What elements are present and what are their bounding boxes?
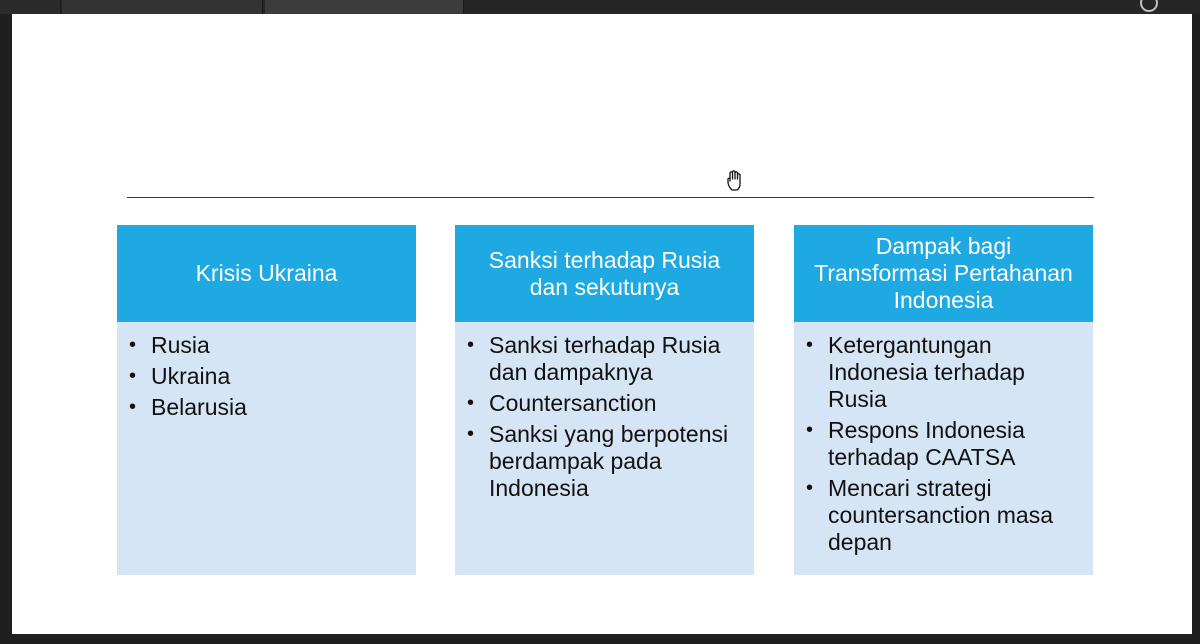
list-item: • Ukraina — [129, 363, 402, 390]
app-top-bar — [0, 0, 1200, 14]
column-body — [117, 322, 416, 575]
tab-0[interactable] — [0, 0, 61, 14]
bullet-list — [129, 332, 402, 421]
list-item: • Sanksi terhadap Rusia dan dampaknya — [467, 332, 740, 386]
list-item: • Mencari strategi countersanction masa depan — [806, 475, 1079, 556]
tab-2[interactable] — [265, 0, 464, 14]
bullet-list — [806, 332, 1079, 556]
column-krisis-ukraina — [117, 225, 416, 575]
presentation-slide — [12, 14, 1192, 634]
list-item: • Countersanction — [467, 390, 740, 417]
bullet-list — [467, 332, 740, 502]
list-item: • Respons Indonesia terhadap CAATSA — [806, 417, 1079, 471]
hand-pointer-icon — [726, 170, 746, 192]
column-body — [794, 322, 1093, 575]
column-body — [455, 322, 754, 575]
column-heading-text: Dampak bagi Transformasi Pertahanan Indonesia — [814, 233, 1073, 313]
column-sanksi — [455, 225, 754, 575]
column-heading — [455, 225, 754, 322]
list-item: • Rusia — [129, 332, 402, 359]
list-item: • Ketergantungan Indonesia terhadap Rusia — [806, 332, 1079, 413]
column-dampak — [794, 225, 1093, 575]
column-heading-text: Krisis Ukraina — [195, 260, 338, 286]
list-item: • Belarusia — [129, 394, 402, 421]
tab-1[interactable] — [62, 0, 263, 14]
column-heading — [794, 225, 1093, 322]
column-heading-text: Sanksi terhadap Rusia dan sekutunya — [488, 246, 721, 300]
title-divider-line — [127, 197, 1094, 198]
circle-control-icon[interactable] — [1140, 0, 1158, 12]
list-item: • Sanksi yang berpotensi berdampak pada Indonesia — [467, 421, 740, 502]
column-heading — [117, 225, 416, 322]
